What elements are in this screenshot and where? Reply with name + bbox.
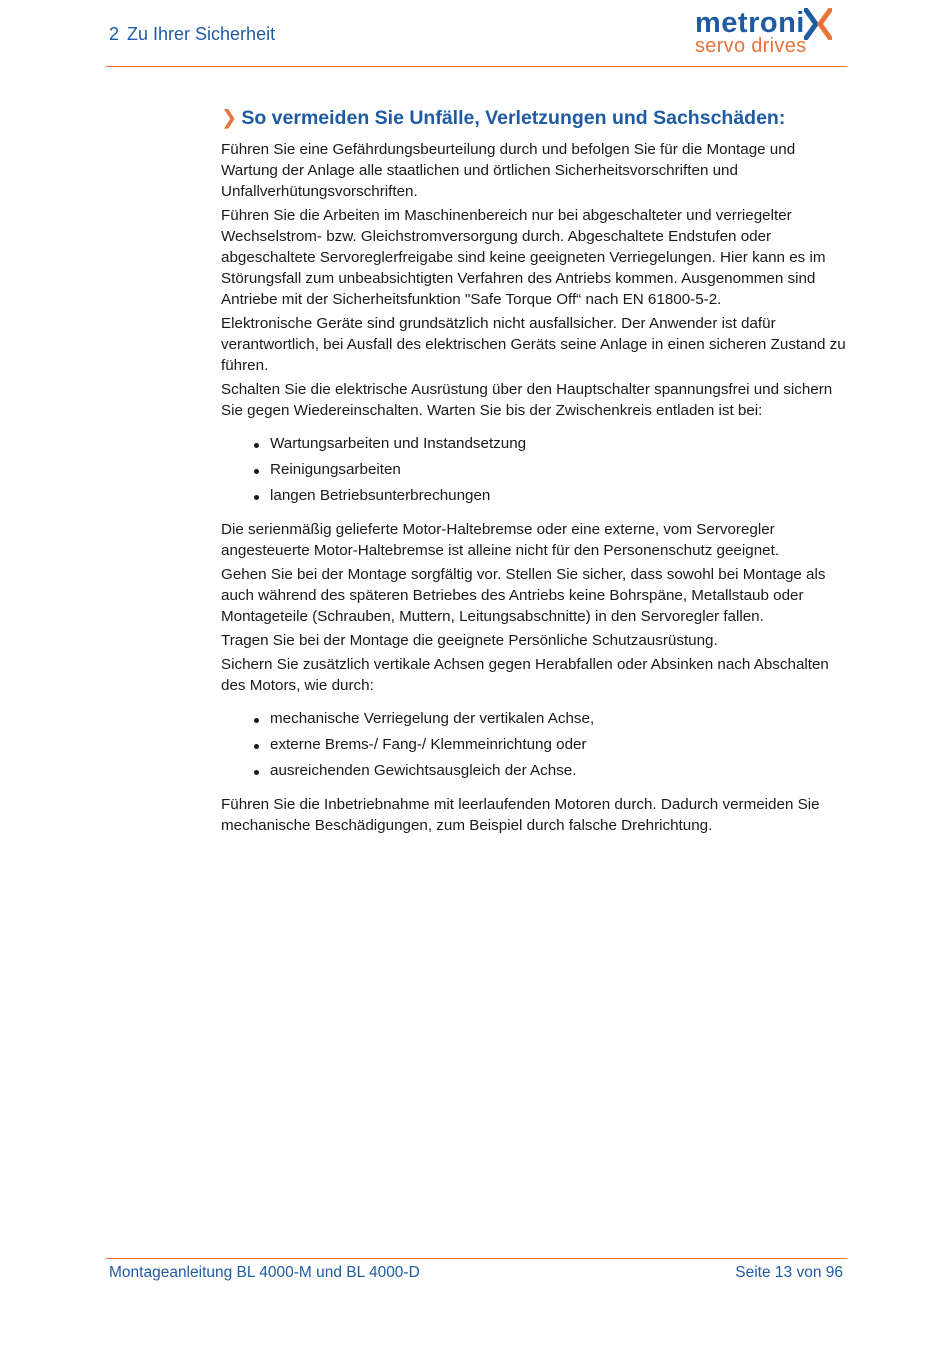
list-item-text: ausreichenden Gewichtsausgleich der Achse.: [270, 762, 577, 779]
list-item: [221, 431, 851, 457]
section-heading: [221, 106, 851, 130]
bullet-list: [221, 706, 851, 784]
bullet-icon: [254, 744, 259, 749]
paragraph: Führen Sie die Inbetriebnahme mit leerlaufenden Motoren durch. Dadurch vermeiden Sie mechanische Beschädigungen, zum Beispiel durch falsche Drehrichtung.: [221, 796, 820, 834]
list-item: [221, 758, 851, 784]
list-item: [221, 457, 851, 483]
paragraph: Tragen Sie bei der Montage die geeignete Persönliche Schutzausrüstung.: [221, 632, 718, 649]
list-item-text: Reinigungsarbeiten: [270, 461, 401, 478]
paragraph: Führen Sie die Arbeiten im Maschinenbereich nur bei abgeschalteter und verriegelter Wechselstrom- bzw. Gleichstromversorgung durch. Abgeschaltete Endstufen oder abgeschaltete Servoreglerfreigabe sind keine geeigneten Verriegelungen. Hier kann es im Störungsfall zum unbeabsichtigten Verfahren des Antriebs kommen. Ausgenommen sind Antriebe mit der Sicherheitsfunktion "Safe Torque Off“ nach EN 61800-5-2.: [221, 207, 826, 308]
bullet-icon: [254, 495, 259, 500]
bullet-icon: [254, 469, 259, 474]
bullet-icon: [254, 718, 259, 723]
list-item-text: langen Betriebsunterbrechungen: [270, 487, 491, 504]
list-item: [221, 706, 851, 732]
page-footer: [106, 1258, 847, 1281]
heading-text: So vermeiden Sie Unfälle, Verletzungen und Sachschäden:: [241, 107, 786, 129]
paragraph: Schalten Sie die elektrische Ausrüstung über den Hauptschalter spannungsfrei und sichern Sie gegen Wiedereinschalten. Warten Sie bis der Zwischenkreis entladen ist bei:: [221, 381, 833, 419]
bullet-icon: [254, 770, 259, 775]
paragraph: Gehen Sie bei der Montage sorgfältig vor. Stellen Sie sicher, dass sowohl bei Montage als auch während des späteren Betriebes des Antriebs keine Bohrspäne, Metallstaub oder Montageteile (Schrauben, Muttern, Leitungsabschnitte) in den Servoregler fallen.: [221, 566, 826, 625]
list-item-text: Wartungsarbeiten und Instandsetzung: [270, 435, 527, 452]
document-title: Montageanleitung BL 4000-M und BL 4000-D: [109, 1264, 420, 1281]
metronix-logo: [695, 6, 845, 58]
logo-tagline: servo drives: [695, 35, 807, 57]
list-item-text: mechanische Verriegelung der vertikalen Achse,: [270, 710, 595, 727]
list-item: [221, 483, 851, 509]
main-content: [221, 106, 851, 839]
bullet-icon: [254, 443, 259, 448]
paragraph: Führen Sie eine Gefährdungsbeurteilung durch und befolgen Sie für die Montage und Wartung der Anlage alle staatlichen und örtlichen Sicherheitsvorschriften und Unfallverhütungsvorschriften.: [221, 141, 796, 200]
bullet-list: [221, 431, 851, 509]
paragraph: Elektronische Geräte sind grundsätzlich nicht ausfallsicher. Der Anwender ist dafür verantwortlich, bei Ausfall des elektrischen Geräts seine Anlage in einen sicheren Zustand zu führen.: [221, 315, 846, 374]
logo-wordmark: metroni: [695, 7, 805, 39]
paragraph: Sichern Sie zusätzlich vertikale Achsen gegen Herabfallen oder Absinken nach Abschalten des Motors, wie durch:: [221, 656, 829, 694]
logo-x-icon: [804, 8, 832, 40]
header-section-title: [109, 24, 275, 45]
section-number: 2: [109, 24, 120, 44]
section-title: Zu Ihrer Sicherheit: [127, 24, 276, 44]
paragraph: Die serienmäßig gelieferte Motor-Haltebremse oder eine externe, vom Servoregler angesteuerte Motor-Haltebremse ist alleine nicht für den Personenschutz geeignet.: [221, 521, 780, 559]
page-number: Seite 13 von 96: [735, 1264, 843, 1281]
list-item: [221, 732, 851, 758]
page-header: [106, 0, 847, 67]
list-item-text: externe Brems-/ Fang-/ Klemmeinrichtung oder: [270, 736, 587, 753]
chevron-right-icon: ❯: [221, 107, 238, 129]
